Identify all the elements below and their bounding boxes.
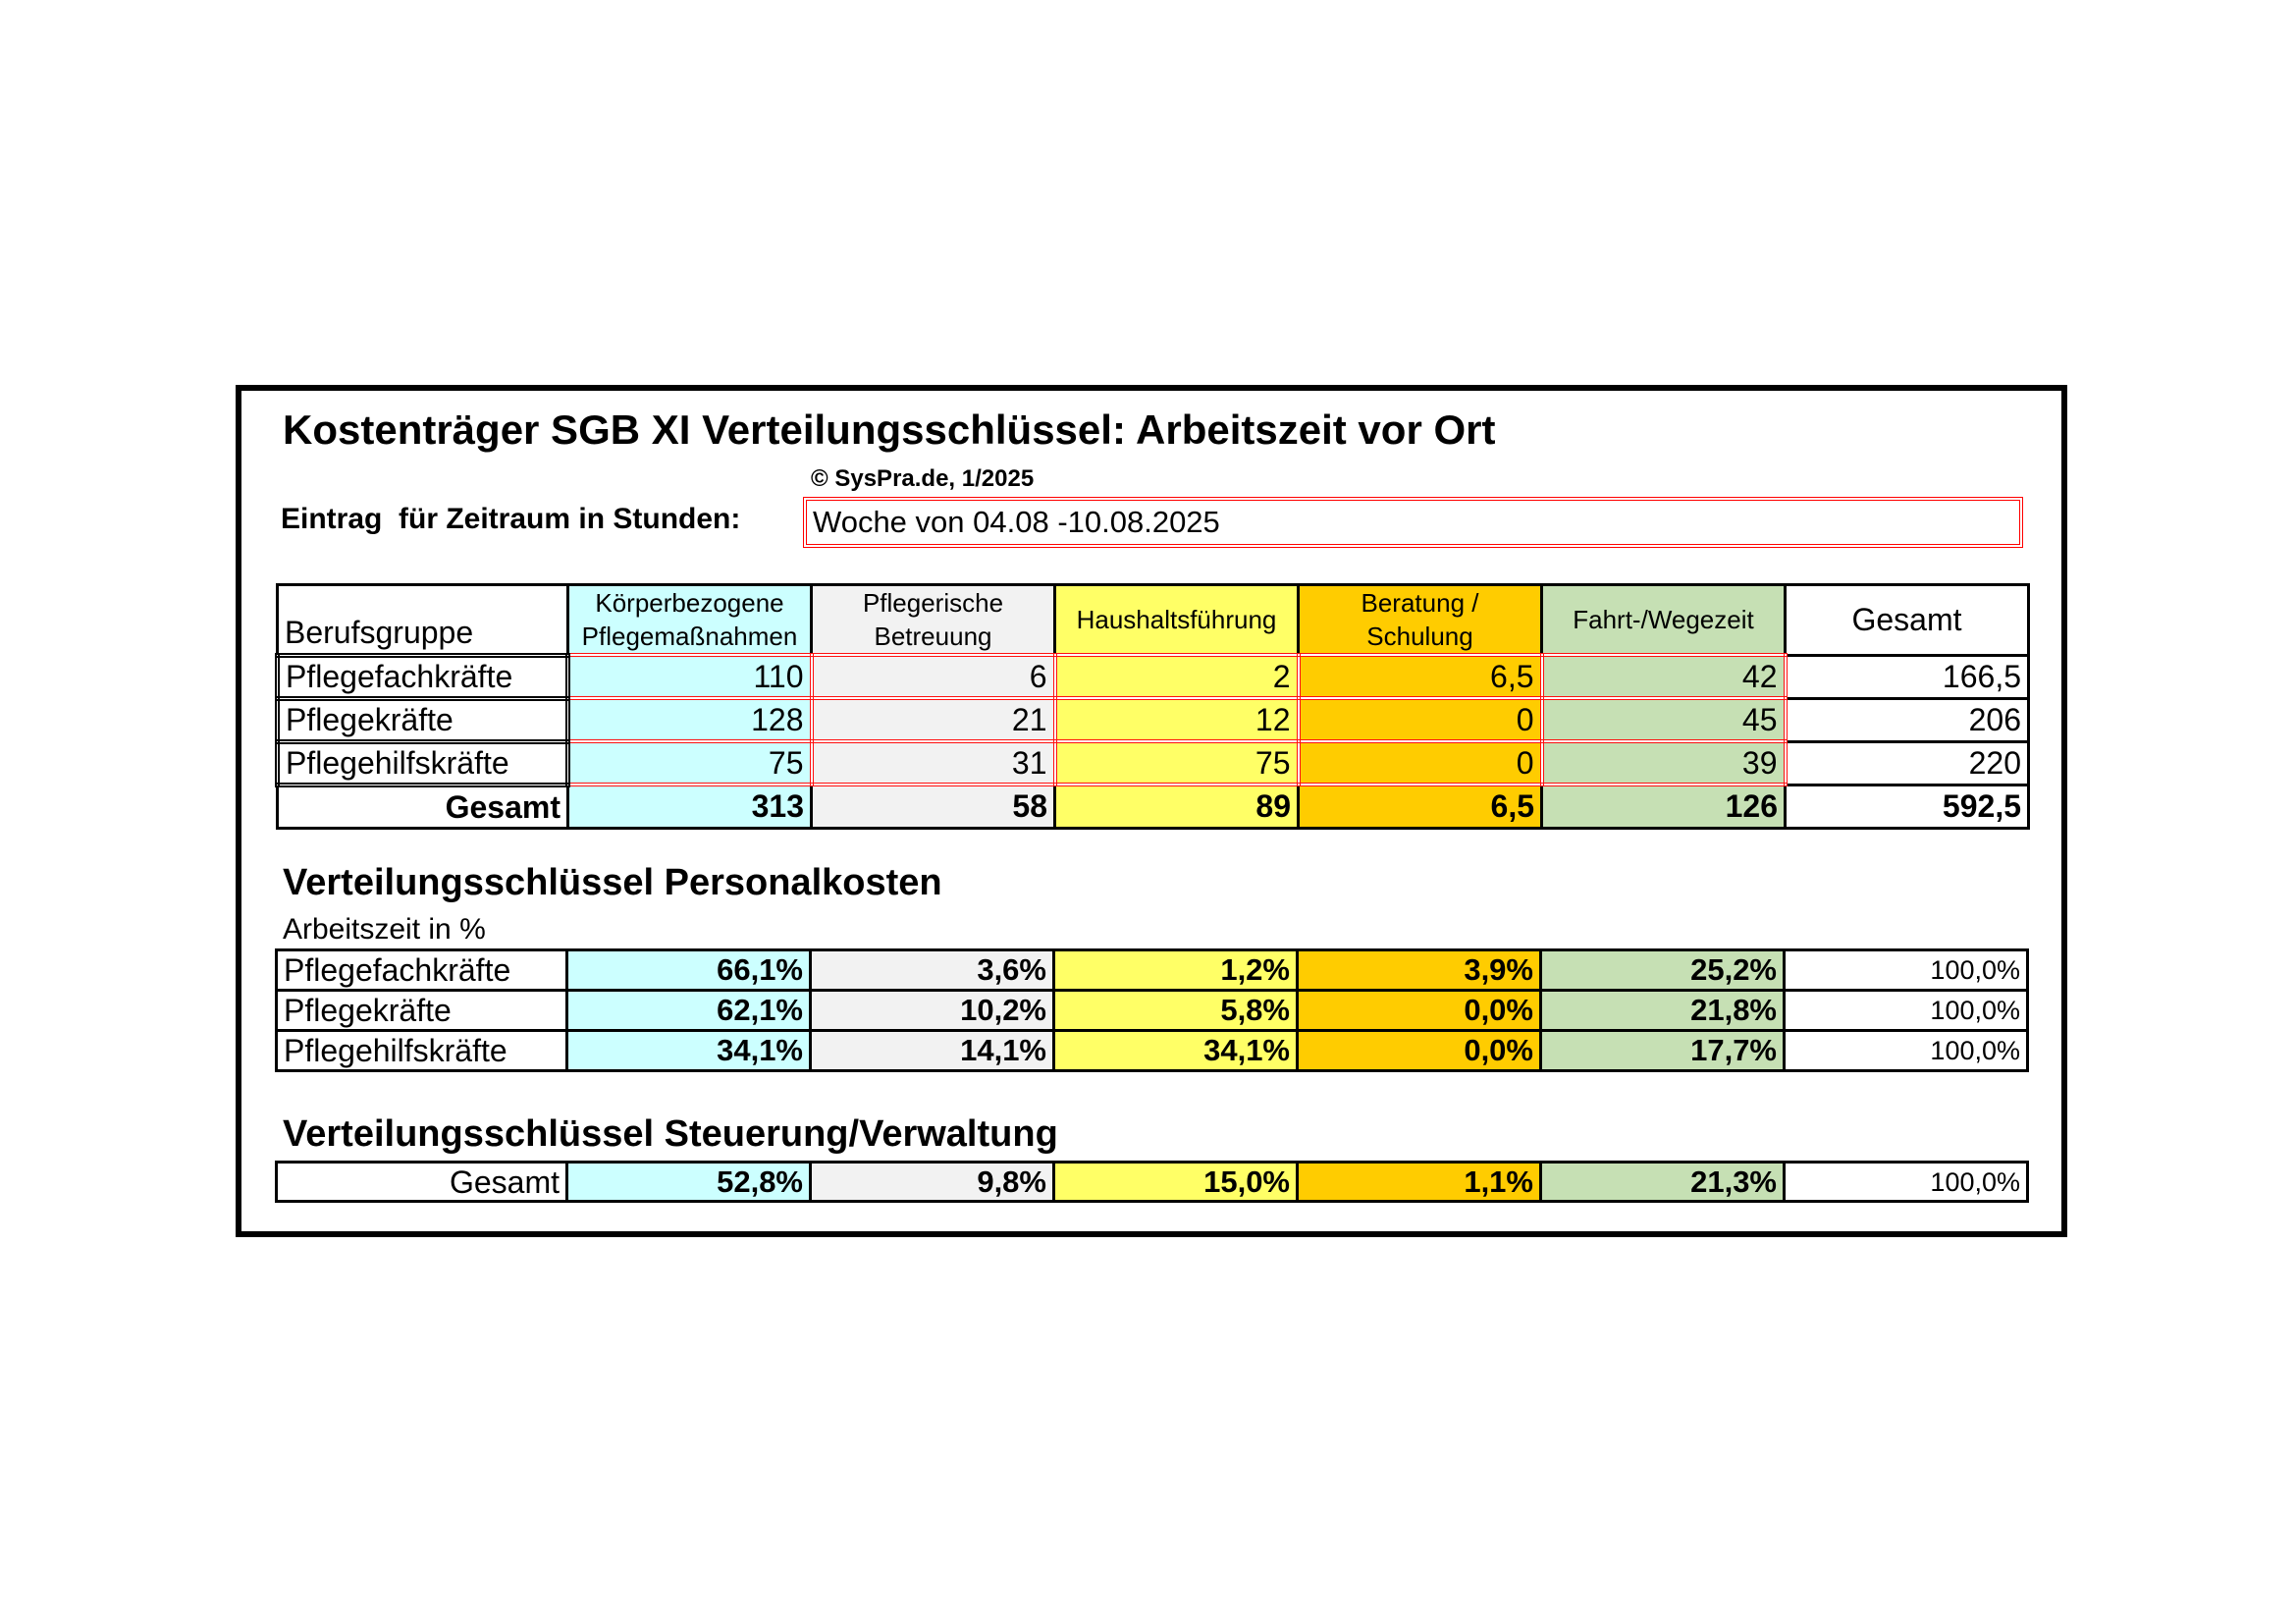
hours-header-row <box>278 585 2029 656</box>
column-total-cell: 58 <box>812 785 1055 828</box>
personal-section-title: Verteilungsschlüssel Personalkosten <box>283 862 942 903</box>
hours-input-cell[interactable]: 75 <box>1055 741 1299 785</box>
hours-input-cell[interactable]: 0 <box>1299 698 1542 741</box>
hours-input-cell[interactable]: 75 <box>568 741 812 785</box>
hours-input-cell[interactable]: 45 <box>1542 698 1786 741</box>
steuerung-table <box>275 1161 2029 1203</box>
percent-cell: 15,0% <box>1054 1163 1298 1202</box>
period-label: Eintrag für Zeitraum in Stunden: <box>281 503 741 535</box>
percent-cell: 34,1% <box>567 1031 811 1071</box>
grand-total-cell: 592,5 <box>1786 785 2029 828</box>
row-total-cell: 166,5 <box>1786 655 2029 698</box>
row-name: Pflegefachkräfte <box>277 950 567 991</box>
row-name-input[interactable]: Pflegehilfskräfte <box>278 741 568 785</box>
header-haushalt: Haushaltsführung <box>1055 585 1299 656</box>
hours-input-cell[interactable]: 110 <box>568 655 812 698</box>
row-name: Pflegekräfte <box>277 991 567 1031</box>
percent-cell: 21,3% <box>1541 1163 1785 1202</box>
hours-input-cell[interactable]: 128 <box>568 698 812 741</box>
percent-cell: 9,8% <box>811 1163 1054 1202</box>
table-row <box>278 655 2029 698</box>
percent-cell: 1,2% <box>1054 950 1298 991</box>
percent-cell: 10,2% <box>811 991 1054 1031</box>
row-name: Gesamt <box>277 1163 567 1202</box>
percent-cell: 0,0% <box>1298 991 1541 1031</box>
percent-cell: 17,7% <box>1541 1031 1785 1071</box>
page-title: Kostenträger SGB XI Verteilungsschlüssel: Arbeitszeit vor Ort <box>283 406 1496 453</box>
header-betreuung-line2: Betreuung <box>874 622 992 651</box>
percent-total-cell: 100,0% <box>1785 1031 2028 1071</box>
percent-total-cell: 100,0% <box>1785 950 2028 991</box>
percent-total-cell: 100,0% <box>1785 991 2028 1031</box>
header-betreuung-line1: Pflegerische <box>862 588 1004 618</box>
column-total-cell: 313 <box>568 785 812 828</box>
percent-cell: 34,1% <box>1054 1031 1298 1071</box>
header-berufsgruppe: Berufsgruppe <box>278 585 568 656</box>
personal-section-subtitle: Arbeitszeit in % <box>283 913 486 946</box>
hours-input-cell[interactable]: 6,5 <box>1299 655 1542 698</box>
header-gesamt: Gesamt <box>1786 585 2029 656</box>
percent-cell: 3,6% <box>811 950 1054 991</box>
row-name-input[interactable]: Pflegekräfte <box>278 698 568 741</box>
header-koerperbezogen <box>568 585 812 656</box>
hours-input-cell[interactable]: 39 <box>1542 741 1786 785</box>
row-total-cell: 206 <box>1786 698 2029 741</box>
hours-input-cell[interactable]: 31 <box>812 741 1055 785</box>
row-name-input[interactable]: Pflegefachkräfte <box>278 655 568 698</box>
hours-input-cell[interactable]: 12 <box>1055 698 1299 741</box>
steuerung-section-title: Verteilungsschlüssel Steuerung/Verwaltung <box>283 1113 1058 1155</box>
percent-cell: 21,8% <box>1541 991 1785 1031</box>
header-beratung <box>1299 585 1542 656</box>
table-row <box>278 741 2029 785</box>
header-beratung-line2: Schulung <box>1366 622 1473 651</box>
row-name: Pflegehilfskräfte <box>277 1031 567 1071</box>
percent-cell: 1,1% <box>1298 1163 1541 1202</box>
percent-cell: 62,1% <box>567 991 811 1031</box>
header-fahrt: Fahrt-/Wegezeit <box>1542 585 1786 656</box>
copyright-note: © SysPra.de, 1/2025 <box>811 465 1035 492</box>
period-input[interactable]: Woche von 04.08 -10.08.2025 <box>803 497 2023 548</box>
percent-cell: 0,0% <box>1298 1031 1541 1071</box>
row-total-cell: 220 <box>1786 741 2029 785</box>
percent-cell: 5,8% <box>1054 991 1298 1031</box>
hours-input-cell[interactable]: 42 <box>1542 655 1786 698</box>
column-total-cell: 126 <box>1542 785 1786 828</box>
header-koerperbezogen-line1: Körperbezogene <box>595 588 784 618</box>
header-betreuung <box>812 585 1055 656</box>
percent-total-cell: 100,0% <box>1785 1163 2028 1202</box>
table-row <box>277 991 2028 1031</box>
percent-cell: 14,1% <box>811 1031 1054 1071</box>
hours-input-cell[interactable]: 6 <box>812 655 1055 698</box>
hours-input-cell[interactable]: 0 <box>1299 741 1542 785</box>
table-row <box>278 698 2029 741</box>
percent-cell: 3,9% <box>1298 950 1541 991</box>
hours-input-cell[interactable]: 2 <box>1055 655 1299 698</box>
header-koerperbezogen-line2: Pflegemaßnahmen <box>581 622 798 651</box>
column-total-cell: 89 <box>1055 785 1299 828</box>
percent-cell: 52,8% <box>567 1163 811 1202</box>
totals-row <box>278 785 2029 828</box>
percent-cell: 25,2% <box>1541 950 1785 991</box>
personal-table <box>275 948 2029 1072</box>
table-row <box>277 1163 2028 1202</box>
hours-input-cell[interactable]: 21 <box>812 698 1055 741</box>
table-row <box>277 950 2028 991</box>
column-total-cell: 6,5 <box>1299 785 1542 828</box>
totals-label: Gesamt <box>278 785 568 828</box>
percent-cell: 66,1% <box>567 950 811 991</box>
table-row <box>277 1031 2028 1071</box>
header-beratung-line1: Beratung / <box>1361 588 1479 618</box>
hours-table <box>275 583 2030 830</box>
